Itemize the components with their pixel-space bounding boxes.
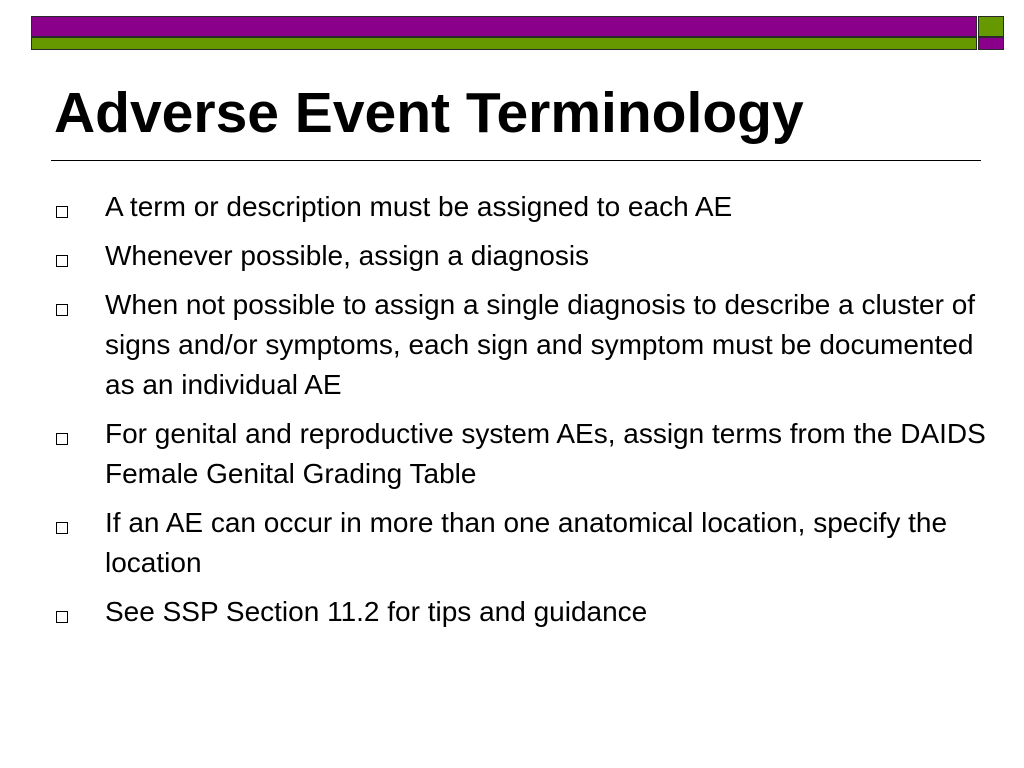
hollow-square-icon: [56, 255, 68, 267]
hollow-square-icon: [56, 206, 68, 218]
bullet-item: [56, 503, 986, 583]
bullet-list: [56, 187, 986, 641]
bullet-text: For genital and reproductive system AEs, assign terms from the DAIDS Female Genital Grading Table: [105, 418, 986, 489]
header-band-purple: [31, 16, 977, 37]
bullet-text: Whenever possible, assign a diagnosis: [105, 240, 590, 271]
slide-title: Adverse Event Terminology: [54, 81, 804, 145]
bullet-item: [56, 236, 986, 276]
bullet-item: [56, 285, 986, 405]
bullet-text: When not possible to assign a single diagnosis to describe a cluster of signs and/or symptoms, each sign and symptom must be documented as an individual AE: [105, 289, 976, 400]
hollow-square-icon: [56, 304, 68, 316]
corner-square-green: [978, 16, 1004, 37]
bullet-text: A term or description must be assigned to each AE: [105, 191, 733, 222]
bullet-item: [56, 187, 986, 227]
corner-square-purple: [978, 37, 1004, 50]
hollow-square-icon: [56, 433, 68, 445]
title-divider: [51, 160, 981, 161]
hollow-square-icon: [56, 522, 68, 534]
header-band-green: [31, 37, 977, 50]
bullet-text: If an AE can occur in more than one anatomical location, specify the location: [105, 507, 948, 578]
hollow-square-icon: [56, 611, 68, 623]
bullet-item: [56, 592, 986, 632]
bullet-item: [56, 414, 986, 494]
bullet-text: See SSP Section 11.2 for tips and guidance: [105, 596, 648, 627]
